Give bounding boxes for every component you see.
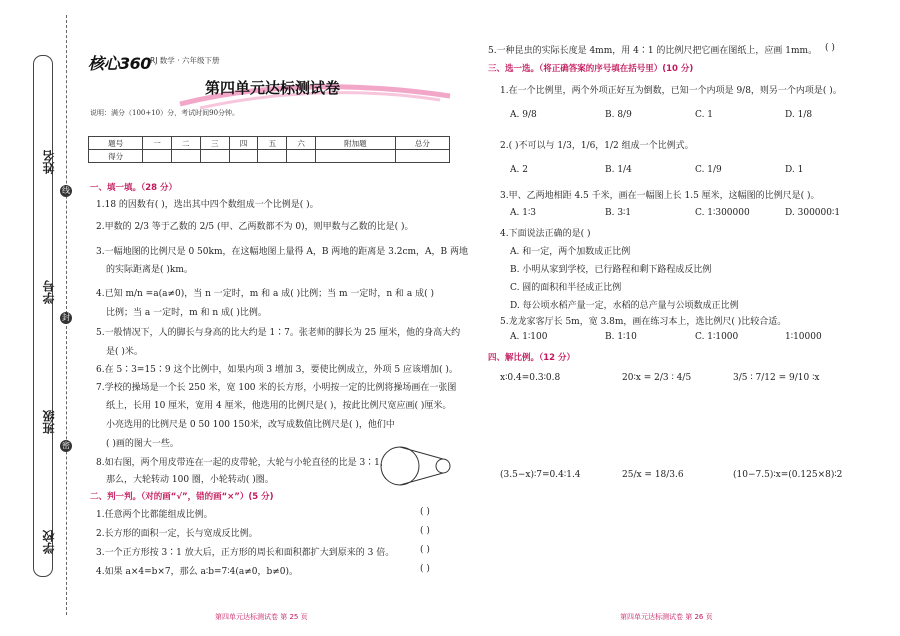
option[interactable]: D. 300000∶1	[785, 208, 841, 218]
choose-q4: 4.下面说法正确的是( )	[500, 229, 591, 239]
belt-pulley-figure	[380, 446, 456, 486]
option[interactable]: A. 和一定，两个加数成正比例	[510, 247, 631, 257]
score-header: 六	[287, 137, 316, 150]
score-cell[interactable]	[258, 150, 287, 163]
solve-eq1: x∶0.4=0.3∶0.8	[500, 373, 561, 383]
score-cell[interactable]	[143, 150, 172, 163]
answer-bracket[interactable]: ( )	[420, 545, 430, 555]
score-header: 三	[200, 137, 229, 150]
fill-q7-scale: 小亮选用的比例尺是 0 50 100 150米，改写成数值比例尺是( )，他们中	[106, 420, 395, 430]
fill-q5: 5.一般情况下，人的脚长与身高的比大约是 1∶7。张老师的脚长为 25 厘米，他的身高大约	[96, 328, 461, 338]
fill-q1: 1.18 的因数有( )，选出其中四个数组成一个比例是( )。	[96, 200, 319, 210]
option[interactable]: A. 1∶100	[510, 332, 548, 342]
student-id-label: 学号	[42, 280, 56, 304]
option[interactable]: C. 1∶300000	[695, 208, 750, 218]
binding-strip	[0, 0, 80, 636]
score-cell[interactable]	[172, 150, 201, 163]
option[interactable]: B. 3∶1	[605, 208, 632, 218]
choose-q2: 2.( )不可以与 1/3，1/6，1/2 组成一个比例式。	[500, 141, 694, 151]
judge-q3: 3.一个正方形按 3∶1 放大后，正方形的周长和面积都扩大到原来的 3 倍。	[96, 548, 395, 558]
solve-eq5: 25/x = 18/3.6	[622, 470, 684, 480]
score-cell[interactable]	[287, 150, 316, 163]
score-header: 总分	[395, 137, 449, 150]
score-header: 附加题	[316, 137, 396, 150]
judge-q5: 5.一种昆虫的实际长度是 4mm，用 4∶1 的比例尺把它画在图纸上，应画 1mm。	[488, 46, 818, 56]
school-label: 学校	[42, 530, 56, 554]
choose-q5: 5.龙龙家客厅长 5m，宽 3.8m，画在练习本上，选比例尺( )比较合适。	[500, 317, 787, 327]
fill-q5-cont: 是( )米。	[106, 347, 143, 357]
option[interactable]: C. 1/9	[695, 165, 722, 175]
fill-q3-cont: 的实际距离是( )km。	[106, 265, 193, 275]
option[interactable]: A. 1∶3	[510, 208, 537, 218]
score-header: 五	[258, 137, 287, 150]
score-header: 四	[229, 137, 258, 150]
answer-bracket[interactable]: ( )	[420, 507, 430, 517]
section-fill-title: 一、填一填。（28 分）	[90, 183, 178, 193]
exam-note: 说明：满分（100+10）分，考试时间90分钟。	[90, 109, 240, 117]
class-label: 班级	[42, 410, 56, 434]
option[interactable]: B. 小明从家到学校，已行路程和剩下路程成反比例	[510, 265, 712, 275]
fill-q2: 2.甲数的 2/3 等于乙数的 2/5 (甲、乙两数都不为 0)，则甲数与乙数的比是( )。	[96, 222, 414, 232]
option[interactable]: B. 8/9	[605, 110, 632, 120]
brand-logo: 核心360	[88, 54, 151, 73]
footer-left: 第四单元达标测试卷 第 25 页	[215, 613, 308, 621]
fill-q7-end: ( )画的图大一些。	[106, 439, 179, 449]
option[interactable]: D. 1	[785, 165, 804, 175]
solve-eq6: (10−7.5)∶x=(0.125×8)∶2	[733, 470, 843, 480]
score-cell[interactable]	[316, 150, 396, 163]
binding-frame	[33, 55, 53, 577]
option[interactable]: B. 1∶10	[605, 332, 637, 342]
fill-q4-cont: 比例；当 a 一定时，m 和 n 成( )比例。	[106, 308, 267, 318]
choose-q3: 3.甲、乙两地相距 4.5 千米，画在一幅图上长 1.5 厘米，这幅图的比例尺是( )。	[500, 191, 820, 201]
score-header: 题号	[89, 137, 143, 150]
option[interactable]: B. 1/4	[605, 165, 632, 175]
page-title: 第四单元达标测试卷	[205, 79, 341, 97]
option[interactable]: C. 1	[695, 110, 714, 120]
solve-eq3: 3/5 ∶ 7/12 = 9/10 ∶x	[733, 373, 820, 383]
subject-label: RJ 数学 · 六年级下册	[150, 56, 220, 65]
solve-eq4: (3.5−x)∶7=0.4∶1.4	[500, 470, 581, 480]
section-judge-title: 二、判一判。（对的画“√”，错的画“×”）(5 分)	[90, 492, 274, 502]
fill-q7: 7.学校的操场是一个长 250 米，宽 100 米的长方形，小明按一定的比例将操场画在一张图	[96, 383, 457, 393]
judge-q2: 2.长方形的面积一定，长与宽成反比例。	[96, 529, 258, 539]
seal-mark: 密	[62, 441, 70, 450]
fill-q4: 4.已知 m/n =a(a≠0)，当 n 一定时，m 和 a 成( )比例；当 m 一定时，n 和 a 成( )	[96, 289, 435, 299]
option[interactable]: C. 1∶1000	[695, 332, 739, 342]
answer-bracket[interactable]: ( )	[420, 526, 430, 536]
fill-q3: 3.一幅地图的比例尺是 0 50km，在这幅地图上量得 A，B 两地的距离是 3.2cm，A，B 两地	[96, 247, 469, 257]
score-cell[interactable]	[200, 150, 229, 163]
fill-q7-cont: 纸上，长用 10 厘米，宽用 4 厘米，他选用的比例尺是( )，按此比例尺宽应画( )厘米。	[106, 401, 452, 411]
section-solve-title: 四、解比例。（12 分）	[488, 353, 576, 363]
footer-right: 第四单元达标测试卷 第 26 页	[620, 613, 713, 621]
score-cell[interactable]	[229, 150, 258, 163]
fill-q8: 8.如右图，两个用皮带连在一起的皮带轮，大轮与小轮直径的比是 3∶1，	[96, 458, 389, 468]
answer-bracket[interactable]: ( )	[420, 564, 430, 574]
option[interactable]: C. 圆的面积和半径成正比例	[510, 283, 622, 293]
option[interactable]: A. 9/8	[510, 110, 537, 120]
seal-mark: 封	[62, 313, 70, 322]
judge-q1: 1.任意两个比都能组成比例。	[96, 510, 213, 520]
section-choose-title: 三、选一选。（将正确答案的序号填在括号里）(10 分)	[488, 64, 694, 74]
option[interactable]: D. 每公顷水稻产量一定，水稻的总产量与公顷数成正比例	[510, 301, 739, 311]
judge-q4: 4.如果 a×4=b×7，那么 a∶b=7∶4(a≠0，b≠0)。	[96, 567, 298, 577]
answer-bracket[interactable]: ( )	[825, 43, 835, 53]
fill-q6: 6.在 5∶3=15∶9 这个比例中，如果内项 3 增加 3，要使比例成立，外项 5 应该增加( )。	[96, 365, 458, 375]
score-header: 二	[172, 137, 201, 150]
choose-q1: 1.在一个比例里，两个外项正好互为倒数，已知一个内项是 9/8，则另一个内项是( )。	[500, 86, 842, 96]
option[interactable]: 1∶10000	[785, 332, 822, 342]
score-cell[interactable]	[395, 150, 449, 163]
seal-mark: 线	[62, 186, 70, 195]
fill-q8-cont: 那么，大轮转动 100 圈，小轮转动( )圈。	[106, 475, 274, 485]
score-table	[88, 136, 450, 163]
name-label: 姓名	[42, 150, 56, 174]
option[interactable]: A. 2	[510, 165, 528, 175]
score-row-label: 得分	[89, 150, 143, 163]
solve-eq2: 20∶x = 2/3 ∶ 4/5	[622, 373, 692, 383]
score-header: 一	[143, 137, 172, 150]
option[interactable]: D. 1/8	[785, 110, 813, 120]
